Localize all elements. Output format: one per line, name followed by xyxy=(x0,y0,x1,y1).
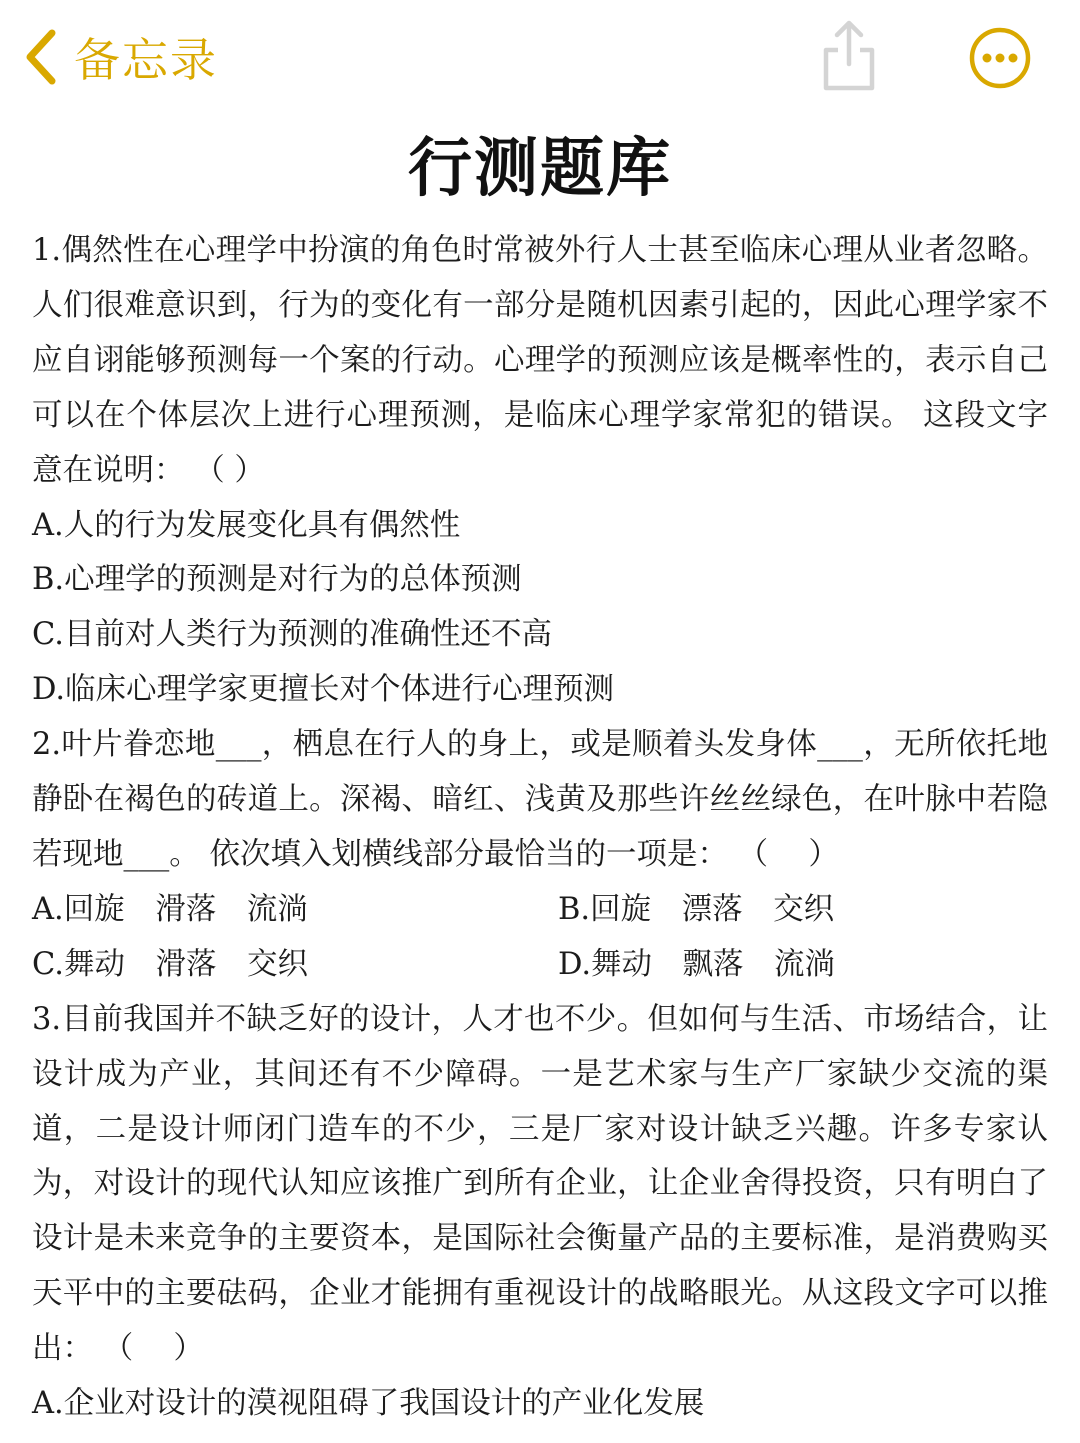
more-options-icon xyxy=(968,26,1032,90)
question-1-option-c: C.目前对人类行为预测的准确性还不高 xyxy=(32,617,552,653)
back-button-label: 备忘录 xyxy=(74,33,218,87)
question-3-stem: 3.目前我国并不缺乏好的设计，人才也不少。但如何与生活、市场结合，让设计成为产业，其间还有不少障碍。一是艺术家与生产厂家缺少交流的渠道，二是设计师闭门造车的不少，三是厂家对设计缺乏兴趣。许多专家认为，对设计的现代认知应该推广到所有企业，让企业舍得投资，只有明白了设计是未来竞争的主要资本，是国际社会衡量产品的主要标准，是消费购买天平中的主要砝码，企业才能拥有重视设计的战略眼光。从这段文字可以推出： （ ） xyxy=(32,1001,1048,1367)
question-2-stem: 2.叶片眷恋地___，栖息在行人的身上，或是顺着头发身体___，无所依托地静卧在褐色的砖道上。深褐、暗红、浅黄及那些许丝丝绿色，在叶脉中若隐若现地___。 依次填入划横线部分最恰当的一项是： （ ） xyxy=(32,727,1048,872)
question-2-option-c: C.舞动 滑落 交织 xyxy=(32,946,308,982)
question-2-options-row-1 xyxy=(32,883,1048,938)
note-body[interactable] xyxy=(32,224,1048,1432)
navigation-bar xyxy=(0,0,1080,115)
question-3-option-a: A.企业对设计的漠视阻碍了我国设计的产业化发展 xyxy=(32,1386,705,1422)
note-title: 行测题库 xyxy=(408,131,672,206)
question-1-option-d: D.临床心理学家更擅长对个体进行心理预测 xyxy=(32,672,615,708)
question-2-option-a: A.回旋 滑落 流淌 xyxy=(32,891,308,927)
back-button[interactable] xyxy=(20,22,218,92)
question-1-option-b: B.心理学的预测是对行为的总体预测 xyxy=(32,562,522,598)
more-options-button[interactable] xyxy=(968,26,1032,90)
question-2-option-d: D.舞动 飘落 流淌 xyxy=(558,946,836,982)
question-1-stem: 1.偶然性在心理学中扮演的角色时常被外行人士甚至临床心理从业者忽略。人们很难意识到，行为的变化有一部分是随机因素引起的，因此心理学家不应自诩能够预测每一个案的行动。心理学的预测应该是概率性的，表示自己可以在个体层次上进行心理预测，是临床心理学家常犯的错误。 这段文字意在说明： （ ） xyxy=(32,233,1048,488)
chevron-left-icon xyxy=(20,27,60,87)
question-1-option-a: A.人的行为发展变化具有偶然性 xyxy=(32,507,461,543)
question-2-option-b: B.回旋 漂落 交织 xyxy=(558,891,835,927)
share-button[interactable] xyxy=(816,18,882,94)
question-2-options-row-2 xyxy=(32,938,1048,993)
share-icon xyxy=(816,18,882,94)
